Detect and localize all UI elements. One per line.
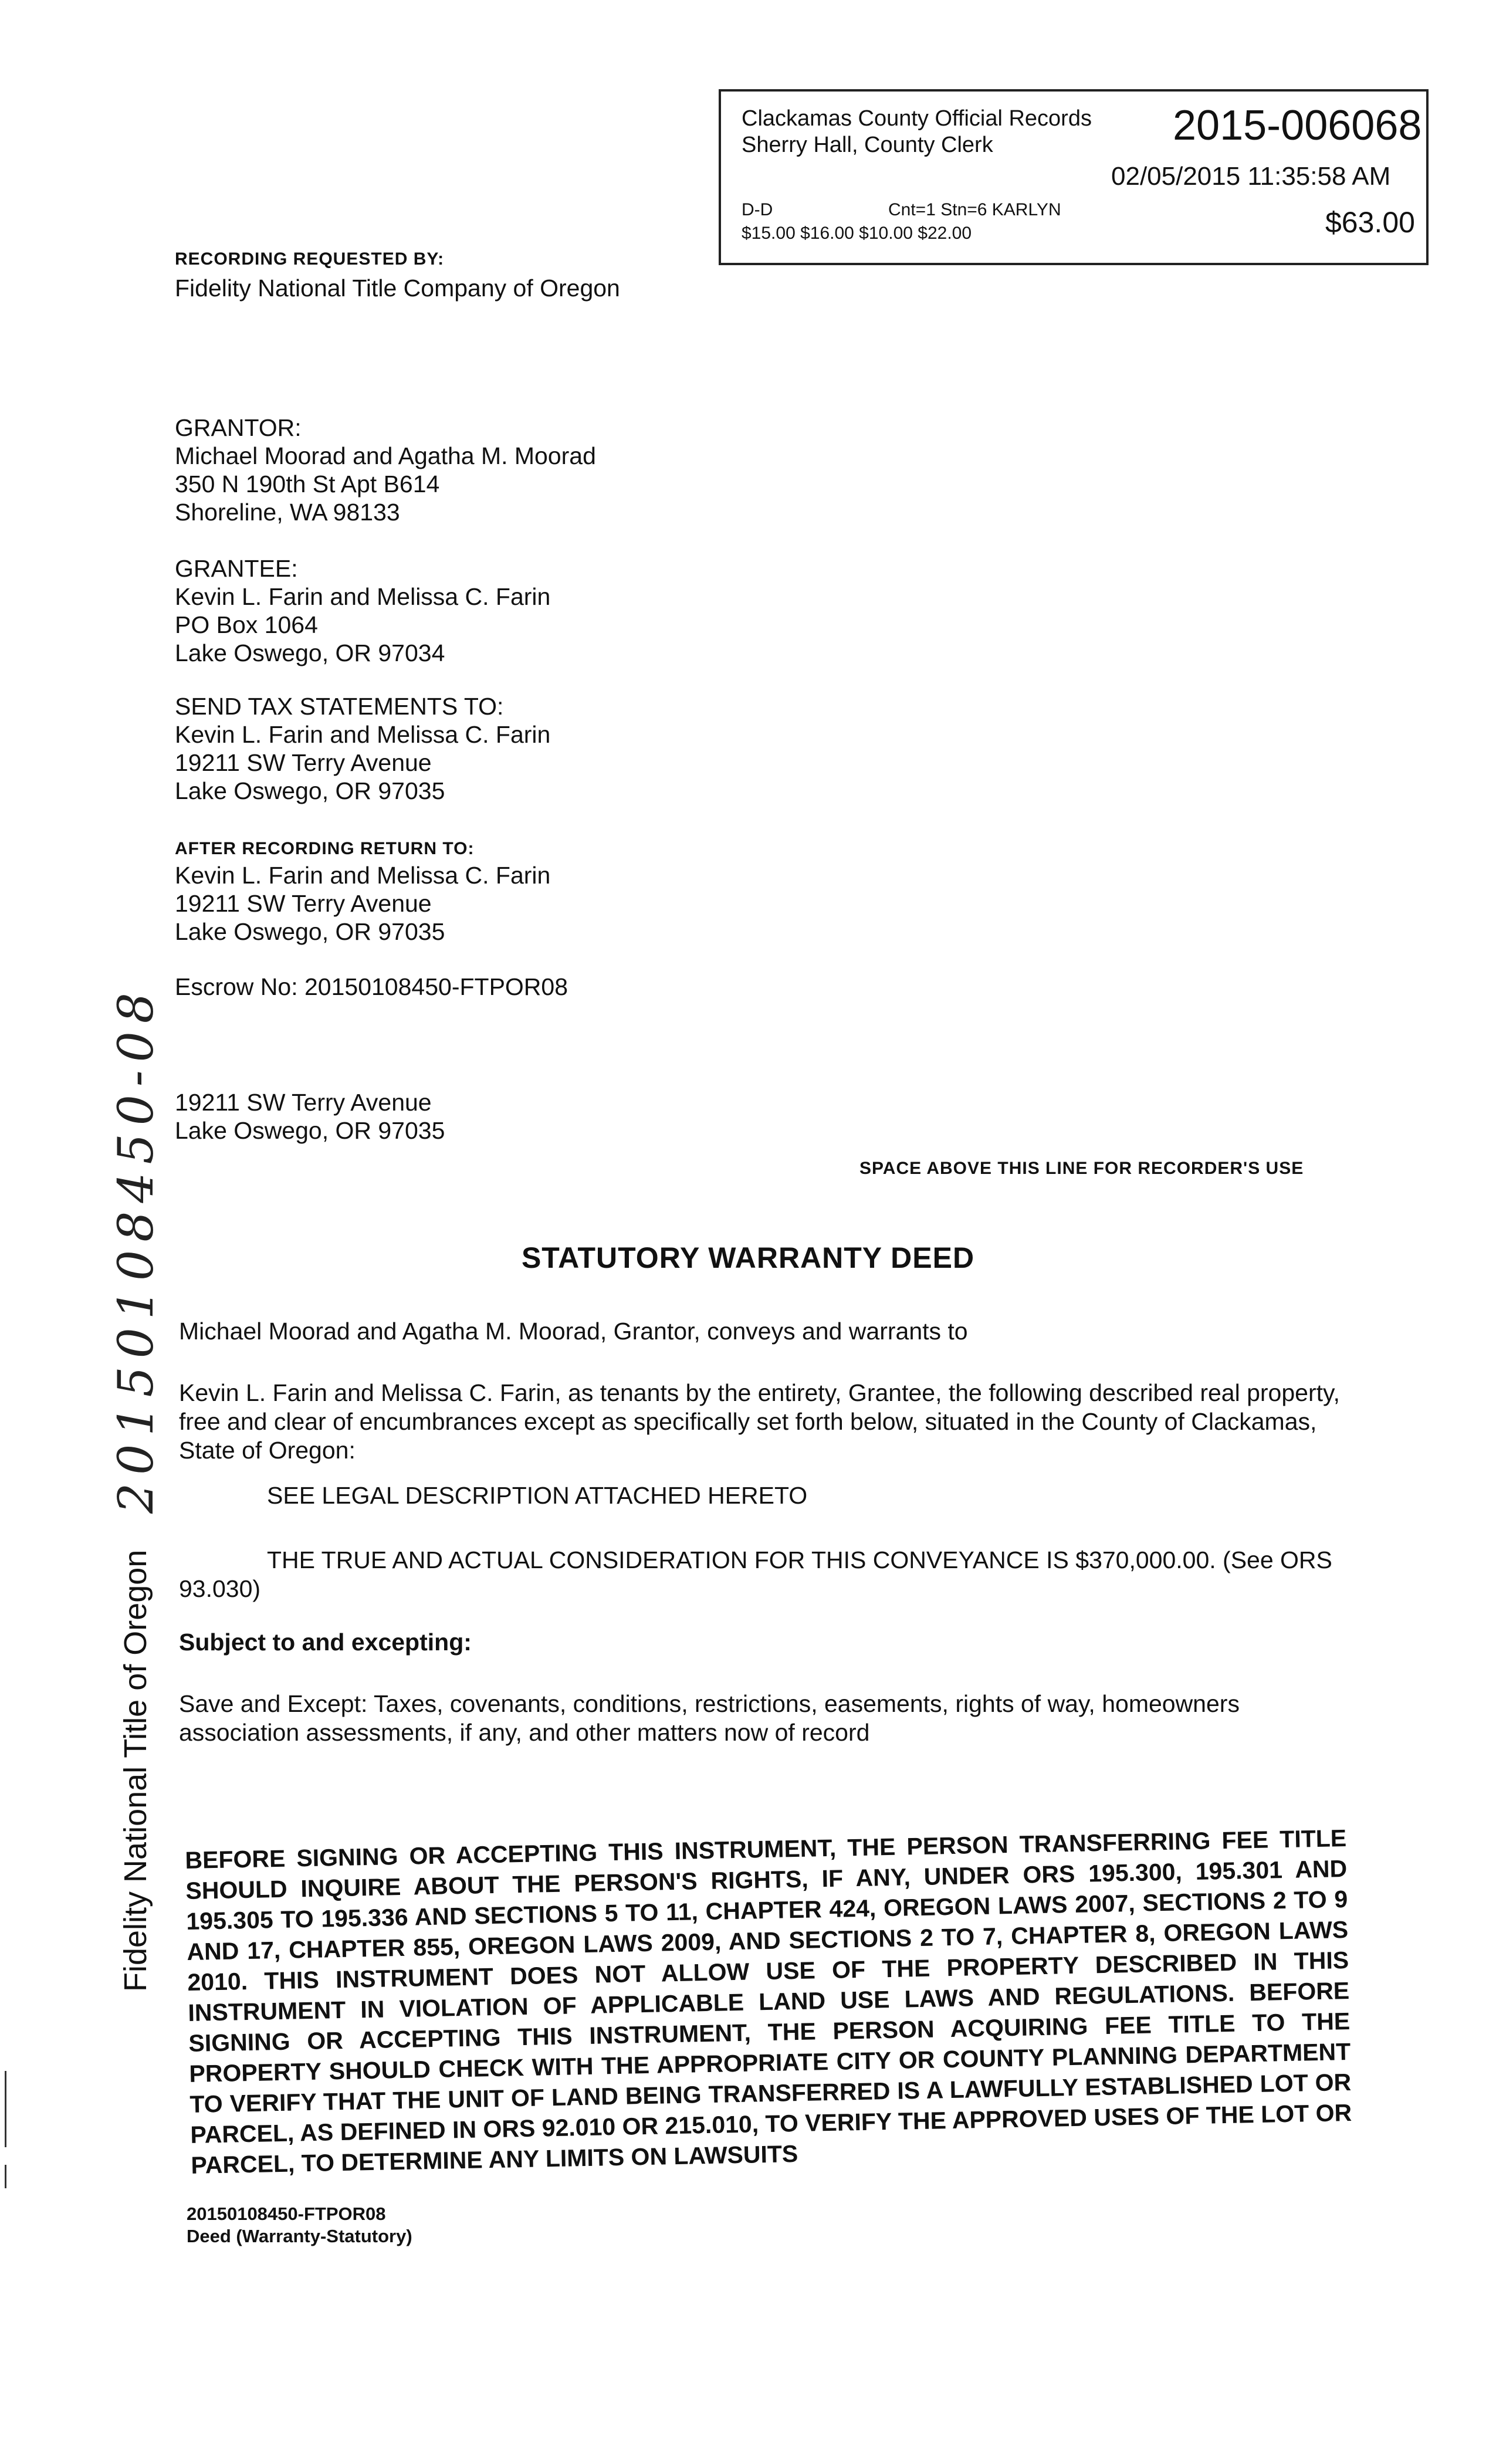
recording-requested-label: RECORDING REQUESTED BY: bbox=[175, 249, 445, 269]
return-to-street: 19211 SW Terry Avenue bbox=[175, 890, 432, 917]
land-use-warning: BEFORE SIGNING OR ACCEPTING THIS INSTRUMENT, THE PERSON TRANSFERRING FEE TITLE SHOULD INQUIRE ABOUT THE PERSON'S RIGHTS, IF ANY, UNDER ORS 195.300, 195.301 AND 195.305 TO 195.336 AND SECTIONS 5 TO 11, CHAPTER 424, OREGON LAWS 2007, SECTIONS 2 TO 9 AND 17, CHAPTER 855, OREGON LAWS 2009, AND SECTIONS 2 TO 7, CHAPTER 8, OREGON LAWS 2010. THIS INSTRUMENT DOES NOT ALLOW USE OF THE PROPERTY DESCRIBED IN THIS INSTRUMENT IN VIOLATION OF APPLICABLE LAND USE LAWS AND REGULATIONS. BEFORE SIGNING OR ACCEPTING THIS INSTRUMENT, THE PERSON ACQUIRING FEE TITLE TO THE PROPERTY SHOULD CHECK WITH THE APPROPRIATE CITY OR COUNTY PLANNING DEPARTMENT TO VERIFY THAT THE UNIT OF LAND BEING TRANSFERRED IS A LAWFULLY ESTABLISHED LOT OR PARCEL, AS DEFINED IN ORS 92.010 OR 215.010, TO VERIFY THE APPROVED USES OF THE LOT OR PARCEL, TO DETERMINE ANY LIMITS ON LAWSUITS bbox=[185, 1824, 1352, 2179]
return-to-name: Kevin L. Farin and Melissa C. Farin bbox=[175, 862, 551, 889]
grantee-paragraph: Kevin L. Farin and Melissa C. Farin, as tenants by the entirety, Grantee, the following described real property, free and clear of encumbrances except as specifically set forth below, situated in the County of Clackamas, State of Oregon: bbox=[179, 1379, 1340, 1464]
document-type: D-D bbox=[742, 200, 773, 219]
escrow-number: Escrow No: 20150108450-FTPOR08 bbox=[175, 973, 568, 1000]
margin-mark bbox=[5, 2165, 6, 2188]
property-street: 19211 SW Terry Avenue bbox=[175, 1089, 432, 1116]
save-except-paragraph: Save and Except: Taxes, covenants, conditions, restrictions, easements, rights of way, homeowners association assessments, if any, and other matters now of record bbox=[179, 1690, 1240, 1746]
tax-statements-name: Kevin L. Farin and Melissa C. Farin bbox=[175, 721, 551, 748]
tax-statements-street: 19211 SW Terry Avenue bbox=[175, 749, 432, 776]
recording-counts: Cnt=1 Stn=6 KARLYN bbox=[888, 200, 1061, 219]
document-footer bbox=[187, 2203, 412, 2248]
side-handwritten-number: 20150108450-08 bbox=[109, 984, 164, 1514]
tax-statements-label: SEND TAX STATEMENTS TO: bbox=[175, 693, 504, 720]
grantee-street: PO Box 1064 bbox=[175, 611, 318, 638]
subject-heading: Subject to and excepting: bbox=[179, 1629, 472, 1656]
footer-doc-type: Deed (Warranty-Statutory) bbox=[187, 2226, 412, 2246]
grantee-section bbox=[175, 554, 550, 667]
grantee-city: Lake Oswego, OR 97034 bbox=[175, 639, 445, 666]
deed-title: STATUTORY WARRANTY DEED bbox=[521, 1241, 975, 1274]
recording-datetime: 02/05/2015 11:35:58 AM bbox=[1111, 162, 1391, 191]
grantor-city: Shoreline, WA 98133 bbox=[175, 499, 400, 526]
property-address bbox=[175, 1088, 445, 1145]
side-company-print: Fidelity National Title of Oregon bbox=[118, 1549, 153, 1992]
grantor-section bbox=[175, 414, 596, 526]
margin-mark bbox=[5, 2071, 6, 2147]
grantor-name: Michael Moorad and Agatha M. Moorad bbox=[175, 442, 596, 469]
recording-total: $63.00 bbox=[1325, 206, 1415, 239]
grantee-label: GRANTEE: bbox=[175, 555, 298, 582]
footer-escrow: 20150108450-FTPOR08 bbox=[187, 2204, 386, 2224]
return-to-city: Lake Oswego, OR 97035 bbox=[175, 918, 445, 945]
county-clerk: Sherry Hall, County Clerk bbox=[742, 133, 993, 157]
property-city: Lake Oswego, OR 97035 bbox=[175, 1117, 445, 1144]
grantor-street: 350 N 190th St Apt B614 bbox=[175, 471, 440, 497]
grantor-label: GRANTOR: bbox=[175, 414, 302, 441]
grantee-name: Kevin L. Farin and Melissa C. Farin bbox=[175, 583, 551, 610]
tax-statements-section bbox=[175, 692, 550, 805]
return-to-label: AFTER RECORDING RETURN TO: bbox=[175, 839, 475, 858]
recorder-space-note: SPACE ABOVE THIS LINE FOR RECORDER'S USE bbox=[859, 1159, 1304, 1178]
document-number: 2015-006068 bbox=[1173, 102, 1422, 149]
consideration-paragraph: THE TRUE AND ACTUAL CONSIDERATION FOR THIS CONVEYANCE IS $370,000.00. (See ORS 93.030) bbox=[179, 1546, 1332, 1602]
recording-requested-name: Fidelity National Title Company of Oregon bbox=[175, 275, 620, 302]
legal-description-note: SEE LEGAL DESCRIPTION ATTACHED HERETO bbox=[267, 1482, 808, 1509]
conveys-paragraph: Michael Moorad and Agatha M. Moorad, Grantor, conveys and warrants to bbox=[179, 1318, 968, 1345]
return-to-section bbox=[175, 839, 550, 946]
recording-stamp-box bbox=[719, 89, 1429, 265]
recording-requested-section bbox=[175, 249, 620, 302]
tax-statements-city: Lake Oswego, OR 97035 bbox=[175, 777, 445, 804]
recording-fees: $15.00 $16.00 $10.00 $22.00 bbox=[742, 224, 972, 243]
recording-office: Clackamas County Official Records bbox=[742, 106, 1092, 131]
